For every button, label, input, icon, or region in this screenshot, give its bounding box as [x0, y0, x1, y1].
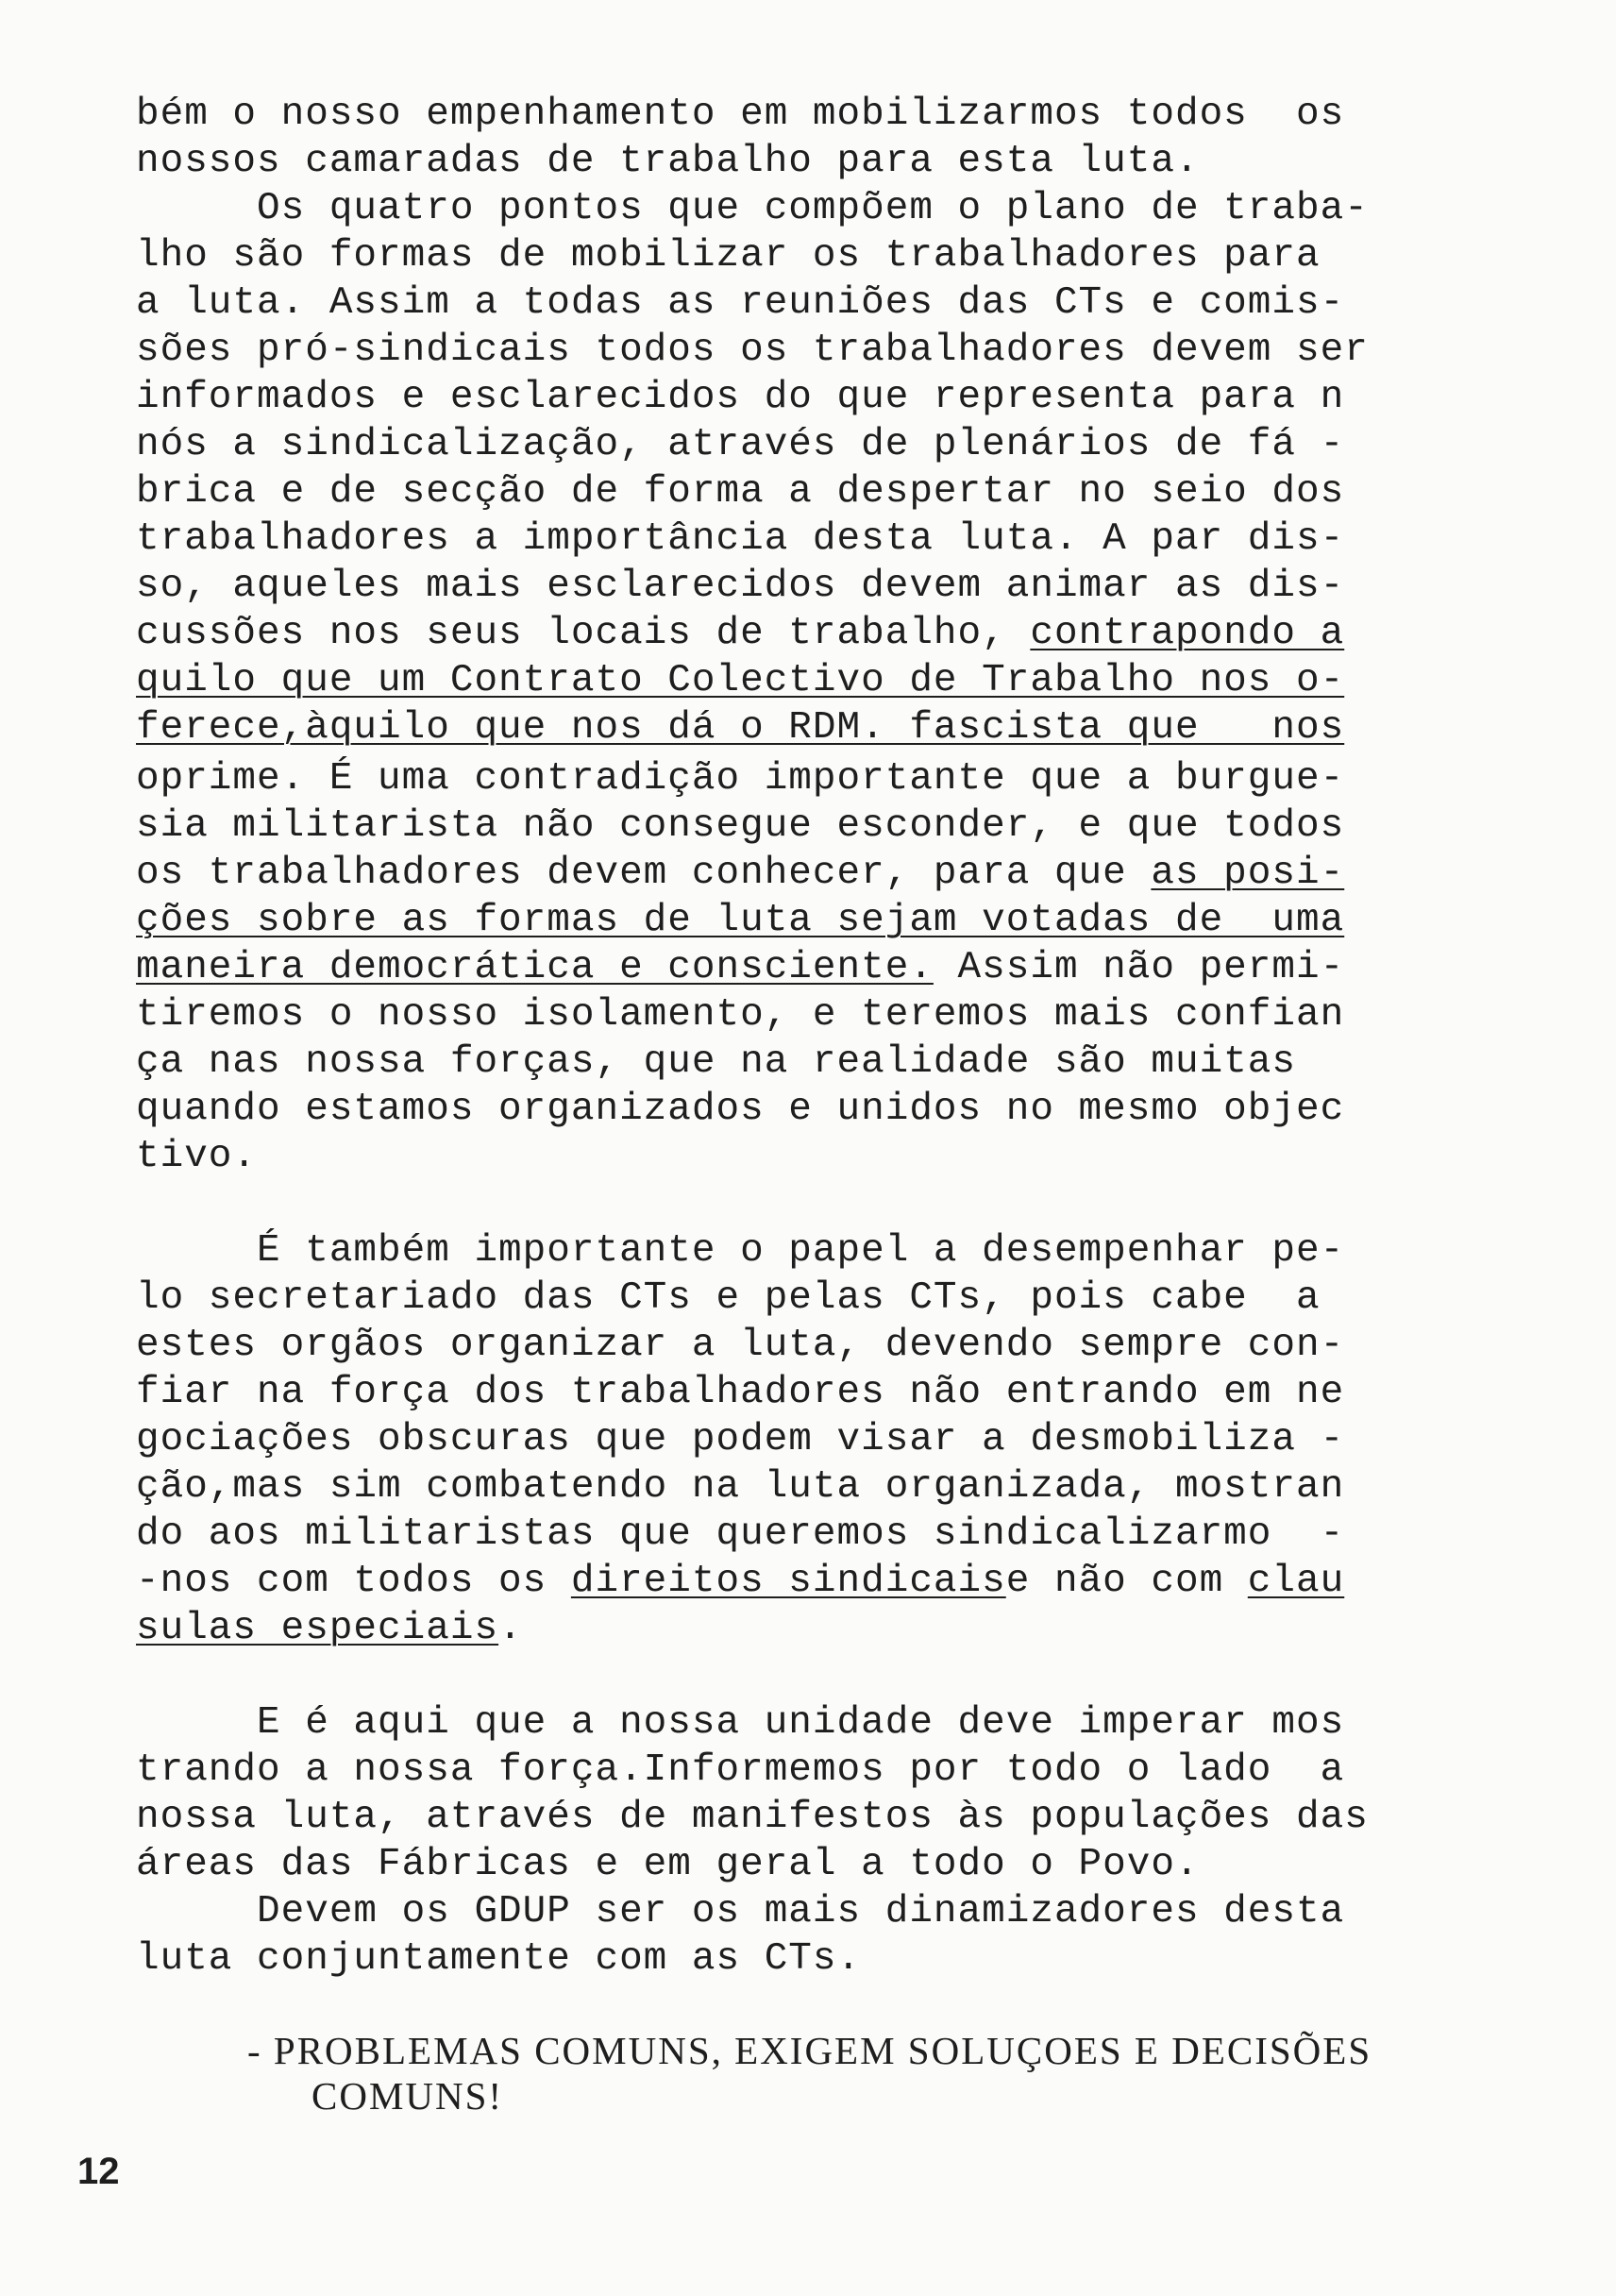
text-line: ção,mas sim combatendo na luta organizada, mostran [136, 1465, 1345, 1509]
text-run: os trabalhadores devem conhecer, para que [136, 852, 1152, 895]
closing-slogan-line: - PROBLEMAS COMUNS, EXIGEM SOLUÇOES E DECISÕES [247, 2029, 1372, 2072]
text-line: Devem os GDUP ser os mais dinamizadores desta [136, 1890, 1345, 1933]
underlined-text: maneira democrática e consciente. [136, 946, 934, 989]
text-line [136, 944, 1344, 991]
underlined-line: ferece,àquilo que nos dá o RDM. fascista que nos [136, 706, 1345, 750]
text-line: lo secretariado das CTs e pelas CTs, pois cabe a [136, 1276, 1321, 1320]
page-number: 12 [77, 2151, 120, 2192]
text-line [136, 850, 1344, 897]
text-line [136, 1605, 523, 1652]
text-line: sia militarista não consegue esconder, e que todos [136, 804, 1345, 848]
text-line: do aos militaristas que queremos sindicalizarmo - [136, 1512, 1345, 1556]
text-line: Os quatro pontos que compõem o plano de traba- [136, 187, 1369, 230]
text-line: trando a nossa força.Informemos por todo o lado a [136, 1748, 1345, 1792]
text-run: Assim não permi- [933, 946, 1345, 989]
text-line: nossos camaradas de trabalho para esta luta. [136, 140, 1200, 183]
text-line [136, 1558, 1344, 1605]
closing-slogan-line: COMUNS! [311, 2074, 504, 2118]
text-run: e não com [1005, 1560, 1248, 1603]
text-line: estes orgãos organizar a luta, devendo sempre con- [136, 1324, 1345, 1367]
underlined-line: quilo que um Contrato Colectivo de Trabalho nos o- [136, 659, 1345, 702]
text-line: nossa luta, através de manifestos às populações das [136, 1796, 1369, 1839]
text-line: E é aqui que a nossa unidade deve imperar mos [136, 1701, 1345, 1745]
text-line [136, 610, 1344, 657]
text-line: bém o nosso empenhamento em mobilizarmos todos os [136, 93, 1345, 136]
text-line: lho são formas de mobilizar os trabalhadores para [136, 234, 1321, 278]
text-line: gociações obscuras que podem visar a desmobiliza - [136, 1418, 1345, 1461]
text-line: oprime. É uma contradição importante que a burgue- [136, 757, 1345, 801]
underlined-line: ções sobre as formas de luta sejam votadas de uma [136, 899, 1345, 942]
text-line: luta conjuntamente com as CTs. [136, 1937, 862, 1981]
text-line: tiremos o nosso isolamento, e teremos mais confian [136, 993, 1345, 1037]
text-line: informados e esclarecidos do que representa para n [136, 376, 1345, 419]
text-line: áreas das Fábricas e em geral a todo o Povo. [136, 1843, 1200, 1886]
text-run: cussões nos seus locais de trabalho, [136, 612, 1031, 655]
text-line: nós a sindicalização, através de plenários de fá - [136, 423, 1345, 466]
text-line: brica e de secção de forma a despertar no seio dos [136, 470, 1345, 514]
underlined-text: clau [1247, 1560, 1345, 1603]
underlined-text: as posi- [1151, 852, 1345, 895]
text-line: sões pró-sindicais todos os trabalhadores devem ser [136, 329, 1369, 372]
text-run: -nos com todos os [136, 1560, 571, 1603]
text-line: tivo. [136, 1135, 258, 1178]
underlined-text: contrapondo a [1030, 612, 1345, 655]
text-line: ça nas nossa forças, que na realidade são muitas [136, 1040, 1296, 1084]
underlined-text: direitos sindicais [570, 1560, 1006, 1603]
text-line: trabalhadores a importância desta luta. A par dis- [136, 517, 1345, 561]
text-run: . [498, 1607, 523, 1650]
text-line: so, aqueles mais esclarecidos devem animar as dis- [136, 565, 1345, 608]
underlined-text: sulas especiais [136, 1607, 499, 1650]
text-line: fiar na força dos trabalhadores não entrando em ne [136, 1371, 1345, 1414]
text-line: a luta. Assim a todas as reuniões das CTs e comis- [136, 281, 1345, 325]
text-line: É também importante o papel a desempenhar pe- [136, 1229, 1345, 1273]
text-line: quando estamos organizados e unidos no mesmo objec [136, 1088, 1345, 1131]
